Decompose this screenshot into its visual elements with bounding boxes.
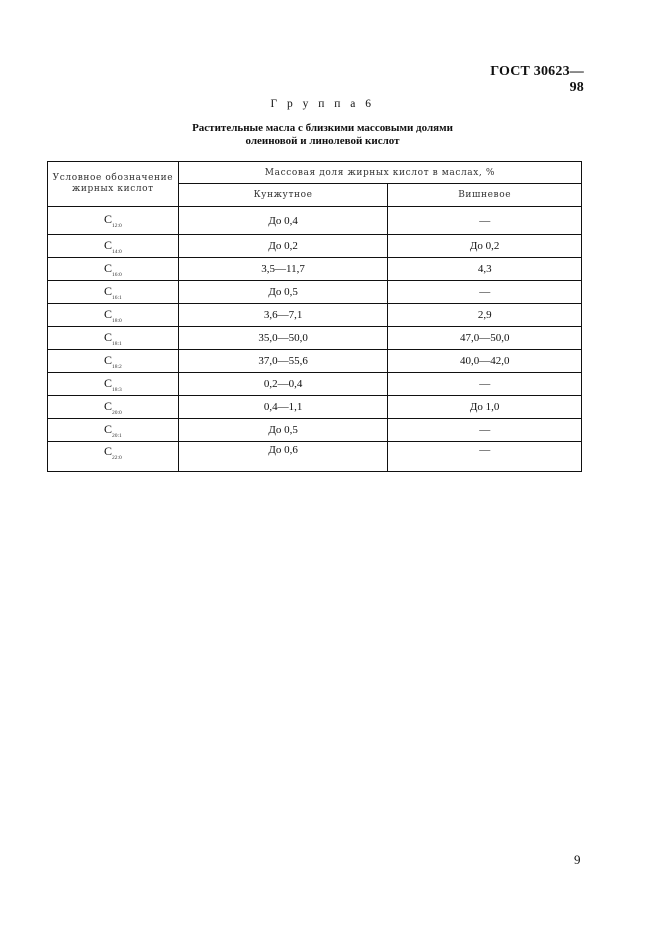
- acid-designation: $C_{18:0}$: [104, 306, 122, 324]
- sesame-value: До 0,2: [178, 235, 388, 258]
- sesame-value: До 0,5: [178, 419, 388, 442]
- acid-designation: $C_{12:0}$: [104, 212, 122, 229]
- cherry-value: —: [388, 442, 582, 472]
- table-row: [48, 281, 582, 304]
- table-title-line-2: олеиновой и линолевой кислот: [245, 135, 400, 147]
- fatty-acid-table: [47, 161, 582, 472]
- cherry-value: 4,3: [388, 258, 582, 281]
- table-row: [48, 396, 582, 419]
- acid-designation: $C_{20:0}$: [104, 398, 122, 416]
- table-row: [48, 350, 582, 373]
- table-row: [48, 258, 582, 281]
- column-group-header-mass-fraction: Массовая доля жирных кислот в маслах, %: [178, 162, 581, 184]
- table-title-line-1: Растительные масла с близкими массовыми долями: [192, 122, 453, 134]
- table-row: [48, 327, 582, 350]
- column-header-sesame: Кунжутное: [178, 184, 388, 207]
- acid-designation: $C_{14:0}$: [104, 237, 122, 255]
- cherry-value: 2,9: [388, 304, 582, 327]
- sesame-value: 37,0—55,6: [178, 350, 388, 373]
- acid-designation: $C_{18:3}$: [104, 375, 122, 393]
- group-title: Г р у п п а 6: [270, 98, 375, 110]
- sesame-value: 0,4—1,1: [178, 396, 388, 419]
- sesame-value: До 0,5: [178, 281, 388, 304]
- table-row: [48, 304, 582, 327]
- cherry-value: До 1,0: [388, 396, 582, 419]
- acid-designation: $C_{20:1}$: [104, 421, 122, 439]
- sesame-value: До 0,6: [178, 442, 388, 472]
- page-number: 9: [574, 852, 581, 867]
- cherry-value: 47,0—50,0: [388, 327, 582, 350]
- sesame-value: До 0,4: [178, 207, 388, 235]
- cherry-value: 40,0—42,0: [388, 350, 582, 373]
- column-header-acid-designation: Условное обозначение жирных кислот: [48, 162, 179, 207]
- cherry-value: —: [388, 281, 582, 304]
- cherry-value: —: [388, 207, 582, 235]
- sesame-value: 35,0—50,0: [178, 327, 388, 350]
- cherry-value: —: [388, 419, 582, 442]
- table-title: [0, 122, 645, 148]
- table-row: [48, 419, 582, 442]
- cherry-value: —: [388, 373, 582, 396]
- acid-designation: $C_{18:2}$: [104, 352, 122, 370]
- column-header-cherry: Вишневое: [388, 184, 582, 207]
- acid-designation: $C_{16:0}$: [104, 260, 122, 278]
- acid-designation: $C_{18:1}$: [104, 329, 122, 347]
- acid-designation: $C_{22:0}$: [104, 444, 122, 461]
- document-code: ГОСТ 30623—98: [490, 64, 584, 95]
- sesame-value: 3,5—11,7: [178, 258, 388, 281]
- sesame-value: 3,6—7,1: [178, 304, 388, 327]
- table-row: [48, 442, 582, 472]
- table-row: [48, 373, 582, 396]
- table-row: [48, 235, 582, 258]
- sesame-value: 0,2—0,4: [178, 373, 388, 396]
- cherry-value: До 0,2: [388, 235, 582, 258]
- table-row: [48, 207, 582, 235]
- acid-designation: $C_{16:1}$: [104, 283, 122, 301]
